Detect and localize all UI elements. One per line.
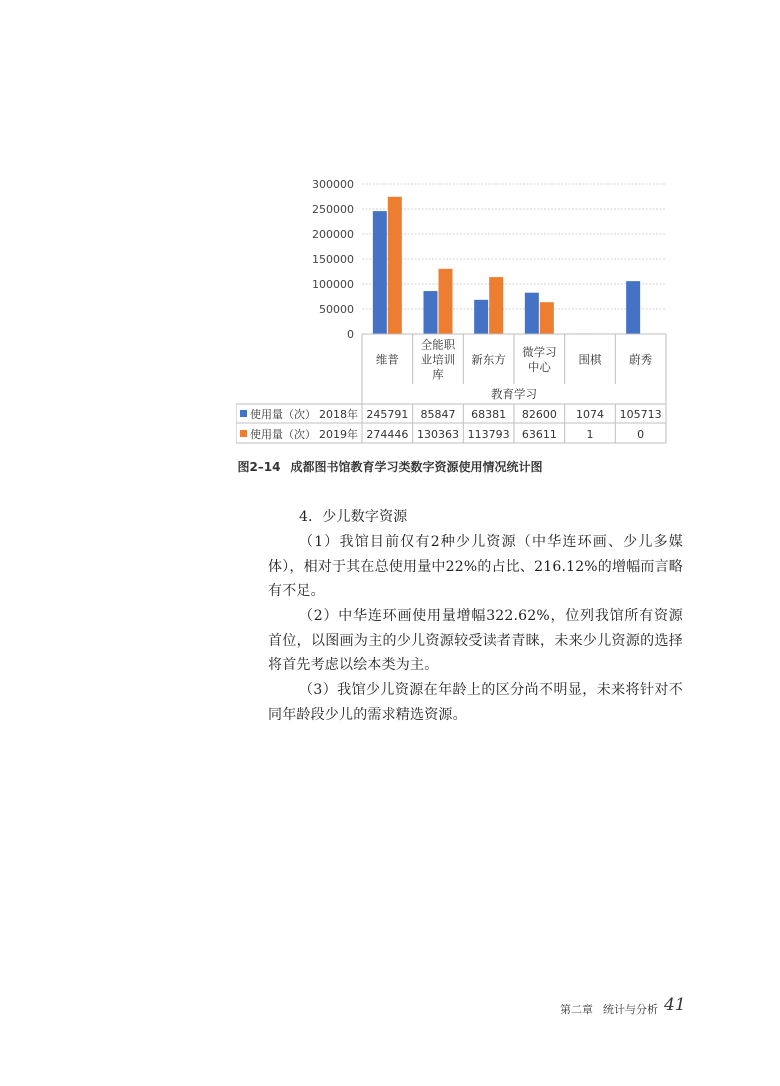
chart-canvas — [236, 176, 670, 446]
page-footer — [560, 995, 690, 1017]
bar-series-2 — [388, 197, 402, 334]
table-cell: 245791 — [366, 408, 409, 421]
page-number: 41 — [664, 995, 686, 1015]
bar-series-1 — [424, 291, 438, 334]
bar-series-1 — [474, 300, 488, 334]
category-label: 围棋 — [578, 352, 602, 367]
table-cell: 0 — [637, 428, 645, 441]
bar-series-2 — [439, 269, 453, 334]
y-tick-label: 300000 — [312, 178, 354, 191]
footer-chapter: 第二章 — [560, 1003, 593, 1016]
table-cell: 113793 — [467, 428, 510, 441]
category-label: 库 — [432, 367, 444, 382]
y-tick-label: 250000 — [312, 203, 354, 216]
category-label: 全能职 — [420, 337, 456, 352]
figure-title: 成都图书馆教育学习类数字资源使用情况统计图 — [290, 460, 543, 474]
table-cell: 274446 — [366, 428, 409, 441]
category-label: 维普 — [375, 352, 399, 367]
table-cell: 68381 — [471, 408, 507, 421]
y-tick-label: 0 — [347, 328, 354, 341]
table-cell: 63611 — [521, 428, 557, 441]
legend-label: 使用量（次） — [250, 408, 316, 421]
category-label: 业培训 — [420, 352, 456, 367]
category-label: 中心 — [527, 360, 551, 374]
paragraph-2: （2）中华连环画使用量增幅322.62%，位列我馆所有资源首位，以图画为主的少儿资源较受读者青睐，未来少儿资源的选择将首先考虑以绘本类为主。 — [268, 608, 683, 673]
legend-year: 2018年 — [319, 408, 358, 421]
legend-label: 使用量（次） — [250, 428, 316, 441]
bar-series-2 — [489, 277, 503, 334]
table-cell: 105713 — [619, 408, 662, 421]
paragraph-3: （3）我馆少儿资源在年龄上的区分尚不明显，未来将针对不同年龄段少儿的需求精选资源。 — [268, 682, 683, 723]
paragraph-1: （1）我馆目前仅有2种少儿资源（中华连环画、少儿多媒体），相对于其在总使用量中22%的占比、216.12%的增幅而言略有不足。 — [268, 534, 684, 599]
table-cell: 85847 — [420, 408, 456, 421]
y-tick-label: 100000 — [312, 278, 354, 291]
table-cell: 130363 — [417, 428, 459, 441]
y-tick-label: 50000 — [319, 303, 354, 316]
bar-series-2 — [540, 302, 554, 334]
legend-swatch — [240, 410, 247, 417]
section-heading: 4．少儿数字资源 — [299, 509, 408, 525]
category-label: 蔚秀 — [629, 352, 653, 367]
category-label: 新东方 — [471, 352, 506, 367]
usage-bar-chart — [236, 176, 670, 446]
category-label: 微学习 — [522, 345, 557, 359]
table-cell: 82600 — [521, 408, 557, 421]
footer-chapter-title: 统计与分析 — [603, 1003, 658, 1016]
x-axis-title: 教育学习 — [491, 387, 537, 401]
bar-series-1 — [626, 281, 640, 334]
figure-caption — [0, 458, 780, 475]
bar-series-1 — [373, 211, 387, 334]
figure-number: 图2–14 — [237, 460, 281, 474]
table-cell: 1 — [586, 428, 594, 441]
bar-series-1 — [525, 293, 539, 334]
legend-year: 2019年 — [319, 428, 358, 441]
table-cell: 1074 — [576, 408, 604, 421]
y-tick-label: 200000 — [312, 228, 354, 241]
y-tick-label: 150000 — [312, 253, 354, 266]
legend-swatch — [240, 430, 247, 437]
